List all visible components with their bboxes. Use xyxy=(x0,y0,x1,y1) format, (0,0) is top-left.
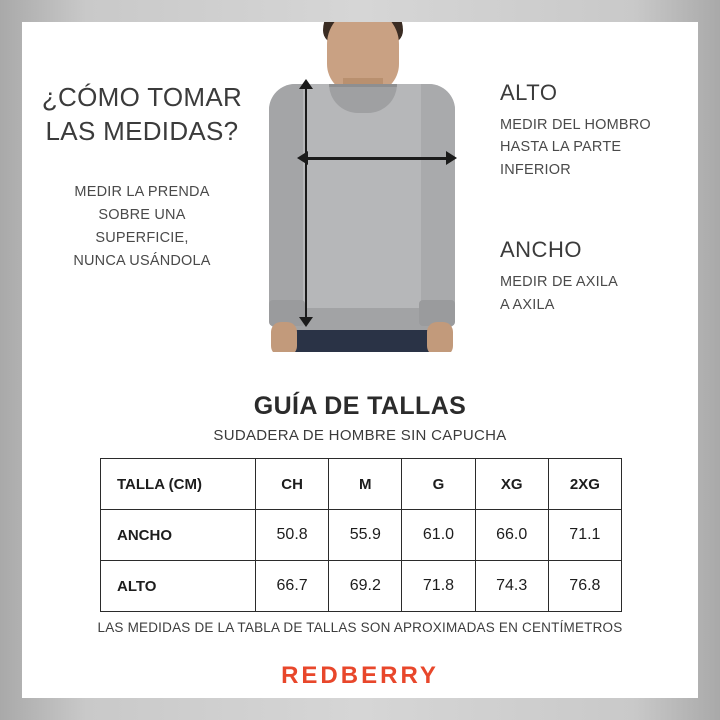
table-footnote: LAS MEDIDAS DE LA TABLA DE TALLAS SON APROXIMADAS EN CENTÍMETROS xyxy=(97,620,623,635)
size-guide-card xyxy=(22,22,698,698)
ancho-g: 61.0 xyxy=(402,510,475,561)
table-row-alto xyxy=(101,561,622,612)
alto-body xyxy=(500,114,690,181)
alto-xg: 74.3 xyxy=(475,561,548,612)
alto-line-1: MEDIR DEL HOMBRO xyxy=(500,117,651,133)
double-arrow-vertical-icon xyxy=(305,88,307,318)
double-arrow-horizontal-icon xyxy=(307,157,447,160)
ancho-2xg: 71.1 xyxy=(548,510,621,561)
header-cell-xg: XG xyxy=(475,459,548,510)
alto-m: 69.2 xyxy=(329,561,402,612)
sweatshirt-left-shade xyxy=(269,84,303,328)
headline-line-2: LAS MEDIDAS? xyxy=(45,116,239,147)
top-illustration-section xyxy=(22,22,698,352)
model-left-hand xyxy=(271,322,297,352)
guide-subtitle: SUDADERA DE HOMBRE SIN CAPUCHA xyxy=(213,427,507,444)
ancho-definition xyxy=(500,237,690,316)
table-row-ancho xyxy=(101,510,622,561)
ancho-ch: 50.8 xyxy=(256,510,329,561)
definitions-block xyxy=(500,80,690,316)
header-cell-2xg: 2XG xyxy=(548,459,621,510)
row-label-ancho: ANCHO xyxy=(101,510,256,561)
model-right-hand xyxy=(427,322,453,352)
sweatshirt-right-shade xyxy=(421,84,455,328)
brand-logo: REDBERRY xyxy=(281,662,439,689)
header-cell-g: G xyxy=(402,459,475,510)
alto-line-2: HASTA LA PARTE xyxy=(500,139,622,156)
alto-title: ALTO xyxy=(500,80,558,105)
how-to-measure-note xyxy=(36,181,248,274)
alto-g: 71.8 xyxy=(402,561,475,612)
ancho-m: 55.9 xyxy=(329,510,402,561)
note-line-2: SOBRE UNA xyxy=(98,206,186,223)
alto-ch: 66.7 xyxy=(256,561,329,612)
row-label-alto: ALTO xyxy=(101,561,256,612)
note-line-4: NUNCA USÁNDOLA xyxy=(73,253,211,270)
size-table xyxy=(100,458,622,612)
ancho-line-2: A AXILA xyxy=(500,296,555,313)
alto-line-3: INFERIOR xyxy=(500,161,571,178)
header-cell-talla: TALLA (CM) xyxy=(101,459,256,510)
note-line-3: SUPERFICIE, xyxy=(95,230,189,246)
alto-2xg: 76.8 xyxy=(548,561,621,612)
header-cell-m: M xyxy=(329,459,402,510)
headline-line-1: ¿CÓMO TOMAR xyxy=(41,82,243,112)
ancho-title: ANCHO xyxy=(500,237,582,263)
how-to-measure-block xyxy=(36,80,248,273)
model-photo xyxy=(245,22,479,352)
guide-title: GUÍA DE TALLAS xyxy=(253,392,467,420)
ancho-line-1: MEDIR DE AXILA xyxy=(500,274,619,291)
header-cell-ch: CH xyxy=(256,459,329,510)
note-line-1: MEDIR LA PRENDA xyxy=(74,183,210,200)
ancho-xg: 66.0 xyxy=(475,510,548,561)
table-header-row xyxy=(101,459,622,510)
ancho-body xyxy=(500,271,690,316)
alto-definition xyxy=(500,80,690,181)
